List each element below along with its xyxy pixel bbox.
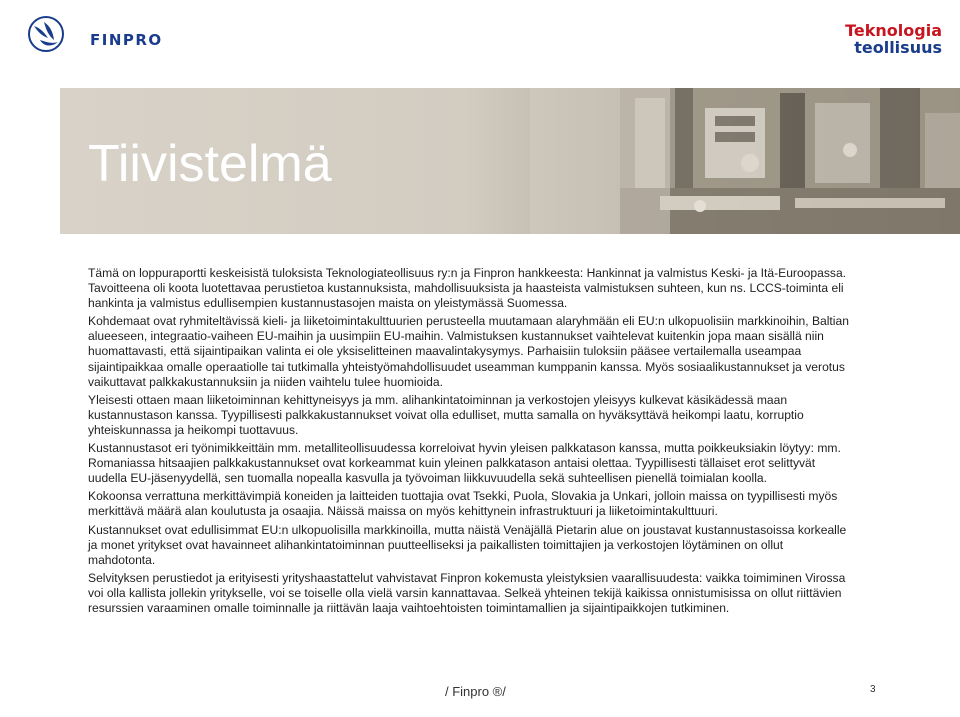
paragraph: Kustannukset ovat edullisimmat EU:n ulkopuolisilla markkinoilla, mutta näistä Venäjällä Pietarin alue on joustavat kustannustasoissa korkealle ja monet yritykset ovat havainneet alihankintatoiminnan puutteelliseksi ja paikallisten toimittajien ja verkostojen löytäminen on ollut mahdotonta. <box>88 522 847 567</box>
finpro-logo <box>26 14 163 54</box>
paragraph: Kohdemaat ovat ryhmiteltävissä kieli- ja liiketoimintakulttuurien perusteella muutamaan alaryhmään eli EU:n ulkopuolisiin markkinoihin, Baltian alueeseen, integraatio-vaiheen EU-maihin ja uusimpiin EU-maihin. Valmistuksen kustannukset vaihtelevat kuitenkin jopa maan sisällä niin huomattavasti, että sijaintipaikan valinta ei ole yksiselitteinen maavalintakysymys. Parhaisiin tuloksiin pääsee vertailemalla useampaa sijaintipaikkaa omalle operaatiolle tai tutkimalla yhteistyömahdollisuudet useamman kumppanin kanssa. Myös sosiaalikustannukset ja verotus vaikuttavat palkkakustannuksiin ja niiden vaihtelu tulee huomioida. <box>88 314 849 389</box>
paragraph: Selvityksen perustiedot ja erityisesti yrityshaastattelut vahvistavat Finpron kokemusta yleistyksien vaarallisuudesta: vaikka toimiminen Virossa voi olla kallista jollekin yritykselle, voi se toiselle olla vielä varsin kannattavaa. Selkeä yhteinen tekijä kaikissa onnistumisissa on ollut riittävien resurssien varaaminen omalle toiminnalle ja riittävän laaja vaihtoehtoisten toimintamallien ja sijaintipaikkojen tutkiminen. <box>88 570 846 615</box>
paragraph: Kokoonsa verrattuna merkittävimpiä koneiden ja laitteiden tuottajia ovat Tsekki, Puola, Slovakia ja Unkari, jolloin maissa on tyypillisesti myös merkittävä määrä alan koulutusta ja osaajia. Näissä maissa on myös kehittynein infrastruktuuri ja liiketoimintakulttuuri. <box>88 489 838 519</box>
teknologiateollisuus-logo <box>845 22 942 56</box>
title-banner <box>60 88 960 234</box>
finpro-logo-text: FINPRO <box>90 31 163 49</box>
page-title: Tiivistelmä <box>88 135 332 193</box>
footer-text: / Finpro ®/ <box>445 684 506 699</box>
paragraph: Yleisesti ottaen maan liiketoiminnan kehittyneisyys ja mm. alihankintatoiminnan ja verkostojen yleisyys kulkevat käsikädessä maan kustannustason kanssa. Tyypillisesti palkkakustannukset voivat olla edulliset, mutta samalla on hyväksyttävä heikompi laatu, korruptio yhteiskunnassa ja heikompi tuottavuus. <box>88 392 804 437</box>
teknologia-logo-line: Teknologia <box>845 21 942 40</box>
finpro-bird-icon <box>26 14 66 54</box>
teollisuus-logo-line: teollisuus <box>854 38 942 57</box>
page-header <box>0 0 960 88</box>
summary-body <box>88 266 850 619</box>
page-number: 3 <box>870 684 876 695</box>
paragraph: Kustannustasot eri työnimikkeittäin mm. metalliteollisuudessa korreloivat hyvin yleisen palkkatason kanssa, mutta poikkeuksiakin löytyy: mm. Romaniassa hitsaajien palkkakustannukset ovat korkeammat kuin yleinen palkkatason antaisi olettaa. Tyypillisesti tällaiset erot selittyvät uudella EU-jäsenyydellä, sen tuomalla nopealla kasvulla ja työvoiman liikkuvuudella sekä suhteellisen pienellä toimialan koolla. <box>88 441 841 486</box>
paragraph: Tämä on loppuraportti keskeisistä tuloksista Teknologiateollisuus ry:n ja Finpron hankkeesta: Hankinnat ja valmistus Keski- ja Itä-Euroopassa. Tavoitteena oli koota luotettavaa perustietoa kustannuksista, mahdollisuuksista ja haasteista valmistuksen suhteen, kun ns. LCCS-toiminta eli hankinta ja valmistus edullisempien kustannustasojen maista on yleistymässä Suomessa. <box>88 266 847 311</box>
